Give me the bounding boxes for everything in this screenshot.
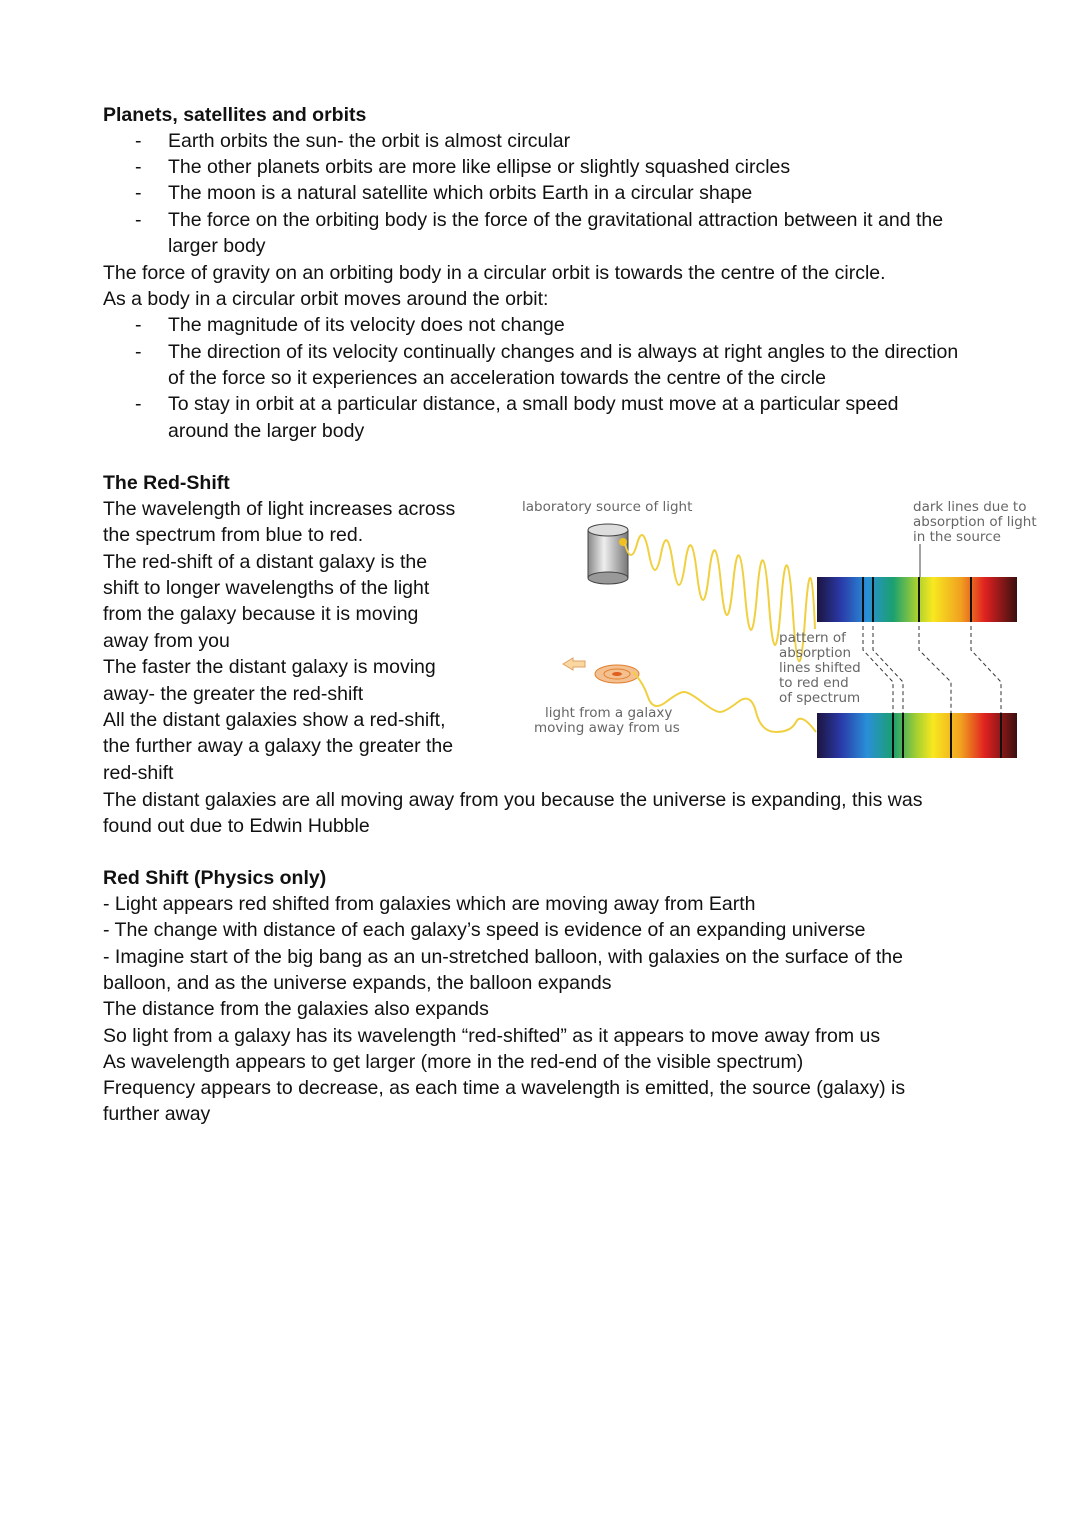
paragraph-line: The distance from the galaxies also expands [103,998,489,1021]
paragraph-line: - Imagine start of the big bang as an un-stretched balloon, with galaxies on the surface of the [103,945,903,968]
paragraph-line: from the galaxy because it is moving [103,603,419,625]
paragraph-line: the further away a galaxy the greater the [103,735,454,757]
shift-arrow [971,626,1001,713]
dark-lines-label: dark lines due to absorption of light in the source [913,499,1037,545]
paragraph-line: away- the greater the red-shift [103,683,364,705]
paragraph-line: away from you [103,630,230,652]
paragraph-line: shift to longer wavelengths of the light [103,577,430,599]
lab-source-label: laboratory source of light [522,499,693,515]
paragraph: As a body in a circular orbit moves around the orbit: [103,288,549,310]
heading-red-shift: The Red-Shift [103,472,230,494]
galaxy-icon [595,665,639,683]
paragraph-line: - The change with distance of each galaxy’s speed is evidence of an expanding universe [103,919,866,942]
paragraph-line: All the distant galaxies show a red-shift, [103,709,446,731]
paragraph-line: Frequency appears to decrease, as each time a wavelength is emitted, the source (galaxy) is [103,1077,906,1100]
paragraph-line: balloon, and as the universe expands, the balloon expands [103,971,612,994]
paragraph-line: the spectrum from blue to red. [103,524,364,546]
paragraph-line: The red-shift of a distant galaxy is the [103,551,428,573]
direction-arrow-icon [563,658,585,670]
lab-spectrum [817,577,1017,622]
paragraph-line: So light from a galaxy has its wavelength “red-shifted” as it appears to move away from us [103,1024,881,1047]
shift-arrow [919,626,951,713]
paragraph-line: As wavelength appears to get larger (more in the red-end of the visible spectrum) [103,1050,804,1073]
document-page: Planets, satellites and orbits - Earth orbits the sun- the orbit is almost circular - The other planets orbits are more like ellipse or slightly squashed circles - The moon is a natural satellite which orbits Earth in a circular shape - The force on the orbiting body is the force of the gravitational attraction between it and the larger body The force of gravity on an orbiting body in a circular orbit is towards the centre of the circle. As a body in a circular orbit moves around the orbit: - The magnitude of its velocity does not change - The direction of its velocity continually changes and is always at right angles to the direction of the force so it experiences an acceleration towards the centre of the circle - To stay in orbit at a particular distance, a small body must move at a particular speed around the larger body The Red-Shift The wavelength of light increases across the spectrum from blue to red. The red-shift of a distant galaxy is the shift to longer wavelengths of the light from the galaxy because it is moving away from you The faster the distant galaxy is moving away- the greater the red-shift All the distant galaxies show a red-shift, the further away a galaxy the greater the red-shift The distant galaxies are all moving away from you because the universe is expanding, this was found out due to Edwin Hubble laboratory source of light dark lines due to absorption of light in the source pattern of absorption lines shifted to red end of spectrum light from a galaxy moving away from us Red Shift (Physics only) - Light appears red shifted from galaxies which are moving away from Earth - The change with distance of each galaxy’s speed is evidence of an expanding universe - Imagine start of the big bang as an un-stretched balloon, with galaxies on the surface of the balloon, and as the universe expands, the balloon expands The distance from the galaxies also expands So light from a galaxy has its wavelength “red-shifted” as it appears to move away from us As wavelength appears to get larger (more in the red-end of the visible spectrum) Frequency appears to decrease, as each time a wavelength is emitted, the source (galaxy) is further away [0,0,1080,1525]
light-source-icon [588,524,628,584]
paragraph-line: - Light appears red shifted from galaxies which are moving away from Earth [103,893,756,915]
red-shift-diagram [515,492,1050,767]
paragraph-line: The wavelength of light increases across [103,498,456,520]
galaxy-label: light from a galaxy moving away from us [534,705,680,736]
pattern-label: pattern of absorption lines shifted to red end of spectrum [779,630,861,706]
paragraph-line: The faster the distant galaxy is moving [103,656,436,678]
heading-orbits: Planets, satellites and orbits [103,104,367,126]
shift-arrow [873,626,903,713]
paragraph-line: The distant galaxies are all moving away from you because the universe is expanding, this was [103,789,923,811]
shift-arrow [863,626,893,713]
heading-red-shift-physics: Red Shift (Physics only) [103,867,327,889]
paragraph-line: red-shift [103,762,174,784]
paragraph-line: further away [103,1103,211,1126]
galaxy-spectrum [817,713,1017,758]
paragraph: The force of gravity on an orbiting body in a circular orbit is towards the centre of the circle. [103,262,886,284]
paragraph-line: found out due to Edwin Hubble [103,815,370,837]
